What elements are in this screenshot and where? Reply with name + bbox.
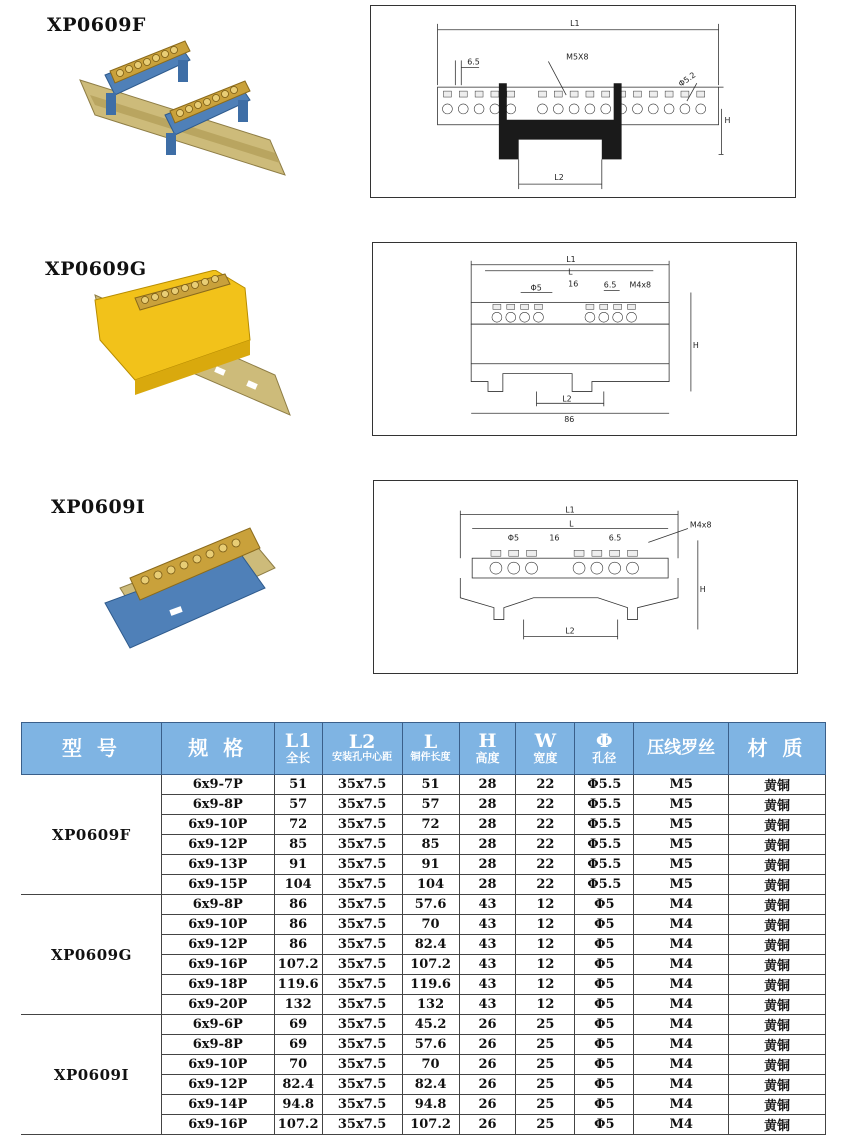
table-cell: Φ5.5 xyxy=(575,795,634,815)
dim-pitch: 6.5 xyxy=(467,57,480,67)
dim-h: H xyxy=(699,584,706,594)
header-phi: Φ 孔径 xyxy=(575,723,634,775)
dim-l: L xyxy=(568,267,573,277)
table-cell: 104 xyxy=(274,875,322,895)
header-l: L 铜件长度 xyxy=(402,723,459,775)
table-cell: 35x7.5 xyxy=(322,1055,402,1075)
dim-screw: M4x8 xyxy=(629,280,652,290)
table-cell: M5 xyxy=(634,855,729,875)
table-cell: 35x7.5 xyxy=(322,935,402,955)
table-cell: 22 xyxy=(516,795,575,815)
table-cell: 51 xyxy=(402,775,459,795)
table-cell: M5 xyxy=(634,795,729,815)
table-cell: Φ5.5 xyxy=(575,835,634,855)
header-material: 材 质 xyxy=(729,723,826,775)
table-cell: 6x9-6P xyxy=(161,1015,274,1035)
table-cell: 28 xyxy=(459,815,516,835)
table-cell: 35x7.5 xyxy=(322,875,402,895)
table-cell: 黄铜 xyxy=(729,955,826,975)
table-cell: 12 xyxy=(516,955,575,975)
dim-pitch: 6.5 xyxy=(608,533,622,543)
dim-hole: Φ5 xyxy=(530,283,542,293)
table-cell: 35x7.5 xyxy=(322,855,402,875)
table-cell: 6x9-13P xyxy=(161,855,274,875)
table-cell: 22 xyxy=(516,855,575,875)
dim-l2: L2 xyxy=(565,626,575,636)
table-cell: 35x7.5 xyxy=(322,915,402,935)
table-cell: 57.6 xyxy=(402,895,459,915)
table-cell: 26 xyxy=(459,1075,516,1095)
table-cell: 86 xyxy=(274,895,322,915)
table-cell: Φ5.5 xyxy=(575,855,634,875)
table-cell: M4 xyxy=(634,995,729,1015)
table-cell: 6x9-8P xyxy=(161,1035,274,1055)
table-cell: M4 xyxy=(634,1055,729,1075)
table-cell: 43 xyxy=(459,955,516,975)
dim-width: 86 xyxy=(564,415,575,425)
table-row xyxy=(22,775,826,795)
drawing-g xyxy=(372,242,797,436)
group-model-cell: XP0609G xyxy=(22,895,162,1015)
group-model-cell: XP0609F xyxy=(22,775,162,895)
table-cell: 6x9-16P xyxy=(161,955,274,975)
table-cell: 94.8 xyxy=(274,1095,322,1115)
table-cell: 黄铜 xyxy=(729,855,826,875)
table-cell: 43 xyxy=(459,915,516,935)
table-cell: M4 xyxy=(634,1095,729,1115)
table-cell: 94.8 xyxy=(402,1095,459,1115)
table-cell: 70 xyxy=(402,1055,459,1075)
table-cell: 82.4 xyxy=(402,1075,459,1095)
table-cell: 35x7.5 xyxy=(322,955,402,975)
table-cell: 黄铜 xyxy=(729,1035,826,1055)
table-cell: M4 xyxy=(634,915,729,935)
table-cell: 25 xyxy=(516,1075,575,1095)
table-cell: 黄铜 xyxy=(729,775,826,795)
table-cell: 26 xyxy=(459,1015,516,1035)
table-cell: 6x9-10P xyxy=(161,1055,274,1075)
model-title-i: XP0609I xyxy=(51,496,146,518)
table-cell: 6x9-18P xyxy=(161,975,274,995)
table-cell: 6x9-8P xyxy=(161,895,274,915)
table-cell: 43 xyxy=(459,895,516,915)
table-cell: 6x9-20P xyxy=(161,995,274,1015)
table-cell: 6x9-12P xyxy=(161,835,274,855)
table-cell: 黄铜 xyxy=(729,795,826,815)
table-cell: M4 xyxy=(634,1015,729,1035)
table-cell: 82.4 xyxy=(402,935,459,955)
table-cell: 57 xyxy=(402,795,459,815)
table-cell: 26 xyxy=(459,1115,516,1135)
table-cell: 22 xyxy=(516,815,575,835)
table-cell: 12 xyxy=(516,935,575,955)
table-cell: 43 xyxy=(459,935,516,955)
table-cell: 黄铜 xyxy=(729,815,826,835)
table-cell: 12 xyxy=(516,975,575,995)
table-cell: 69 xyxy=(274,1015,322,1035)
dim-l: L xyxy=(569,519,574,529)
table-cell: Φ5 xyxy=(575,1035,634,1055)
table-cell: 黄铜 xyxy=(729,1055,826,1075)
table-cell: 107.2 xyxy=(402,1115,459,1135)
table-cell: 28 xyxy=(459,835,516,855)
table-cell: 35x7.5 xyxy=(322,995,402,1015)
table-cell: 35x7.5 xyxy=(322,815,402,835)
drawing-f xyxy=(370,5,796,198)
table-cell: Φ5 xyxy=(575,1055,634,1075)
table-cell: 28 xyxy=(459,775,516,795)
table-cell: 25 xyxy=(516,1115,575,1135)
table-cell: 黄铜 xyxy=(729,895,826,915)
table-cell: 35x7.5 xyxy=(322,1015,402,1035)
table-cell: 70 xyxy=(402,915,459,935)
table-row xyxy=(22,895,826,915)
model-title-g: XP0609G xyxy=(45,258,147,280)
table-cell: Φ5.5 xyxy=(575,815,634,835)
table-cell: 12 xyxy=(516,915,575,935)
table-cell: 黄铜 xyxy=(729,1095,826,1115)
table-cell: 22 xyxy=(516,875,575,895)
table-cell: 22 xyxy=(516,775,575,795)
table-cell: 82.4 xyxy=(274,1075,322,1095)
table-cell: Φ5 xyxy=(575,975,634,995)
table-cell: 黄铜 xyxy=(729,995,826,1015)
table-cell: 35x7.5 xyxy=(322,775,402,795)
table-cell: 6x9-10P xyxy=(161,915,274,935)
table-cell: 22 xyxy=(516,835,575,855)
dim-pitch: 6.5 xyxy=(603,280,617,290)
dim-screw: M5X8 xyxy=(566,52,589,62)
table-cell: 6x9-12P xyxy=(161,1075,274,1095)
table-cell: 35x7.5 xyxy=(322,1035,402,1055)
table-cell: M4 xyxy=(634,975,729,995)
table-cell: 26 xyxy=(459,1035,516,1055)
table-cell: 86 xyxy=(274,915,322,935)
dim-screw: M4x8 xyxy=(689,520,712,530)
dim-hole: Φ5 xyxy=(507,533,520,543)
table-cell: 86 xyxy=(274,935,322,955)
dim-l2: L2 xyxy=(554,173,564,183)
table-cell: 45.2 xyxy=(402,1015,459,1035)
table-cell: 85 xyxy=(274,835,322,855)
table-cell: M5 xyxy=(634,815,729,835)
header-h: H 高度 xyxy=(459,723,516,775)
dim-l2: L2 xyxy=(562,394,572,404)
table-cell: M5 xyxy=(634,835,729,855)
spec-table xyxy=(21,722,826,1135)
table-cell: 43 xyxy=(459,975,516,995)
table-cell: 107.2 xyxy=(274,1115,322,1135)
dim-l1: L1 xyxy=(565,505,575,515)
table-cell: 6x9-10P xyxy=(161,815,274,835)
table-cell: 91 xyxy=(274,855,322,875)
group-model-cell: XP0609I xyxy=(22,1015,162,1135)
table-cell: 85 xyxy=(402,835,459,855)
table-cell: Φ5.5 xyxy=(575,875,634,895)
table-cell: 黄铜 xyxy=(729,915,826,935)
table-cell: 107.2 xyxy=(274,955,322,975)
table-cell: Φ5 xyxy=(575,935,634,955)
table-cell: 132 xyxy=(402,995,459,1015)
table-cell: 35x7.5 xyxy=(322,835,402,855)
table-cell: M5 xyxy=(634,775,729,795)
table-cell: 26 xyxy=(459,1095,516,1115)
table-cell: 25 xyxy=(516,1055,575,1075)
table-cell: 119.6 xyxy=(274,975,322,995)
dim-hole: Φ5.2 xyxy=(676,70,698,89)
product-photo-g xyxy=(75,270,300,430)
model-title-f: XP0609F xyxy=(47,14,146,36)
table-cell: 6x9-14P xyxy=(161,1095,274,1115)
table-cell: 6x9-8P xyxy=(161,795,274,815)
dim-spacing: 16 xyxy=(549,533,560,543)
header-l2: L2 安装孔中心距 xyxy=(322,723,402,775)
table-cell: 黄铜 xyxy=(729,1015,826,1035)
header-w: W 宽度 xyxy=(516,723,575,775)
table-cell: 黄铜 xyxy=(729,1115,826,1135)
table-cell: Φ5 xyxy=(575,895,634,915)
table-cell: Φ5 xyxy=(575,1075,634,1095)
table-cell: 6x9-16P xyxy=(161,1115,274,1135)
table-cell: 91 xyxy=(402,855,459,875)
product-photo-f xyxy=(70,35,300,185)
table-cell: 黄铜 xyxy=(729,1075,826,1095)
header-screw: 压线罗丝 xyxy=(634,723,729,775)
dim-h: H xyxy=(724,115,731,125)
table-cell: 26 xyxy=(459,1055,516,1075)
table-cell: 57.6 xyxy=(402,1035,459,1055)
table-cell: 黄铜 xyxy=(729,875,826,895)
table-cell: 6x9-7P xyxy=(161,775,274,795)
table-cell: 69 xyxy=(274,1035,322,1055)
table-cell: 35x7.5 xyxy=(322,1115,402,1135)
table-cell: 28 xyxy=(459,875,516,895)
table-cell: 119.6 xyxy=(402,975,459,995)
dim-l1: L1 xyxy=(566,254,576,264)
table-cell: M4 xyxy=(634,1115,729,1135)
table-cell: 43 xyxy=(459,995,516,1015)
table-cell: 黄铜 xyxy=(729,835,826,855)
table-cell: Φ5 xyxy=(575,1115,634,1135)
table-cell: 28 xyxy=(459,795,516,815)
header-model: 型 号 xyxy=(22,723,162,775)
table-cell: 黄铜 xyxy=(729,975,826,995)
header-l1: L1 全长 xyxy=(274,723,322,775)
table-cell: 35x7.5 xyxy=(322,975,402,995)
table-cell: 72 xyxy=(402,815,459,835)
table-cell: Φ5 xyxy=(575,915,634,935)
table-cell: M5 xyxy=(634,875,729,895)
dim-l1: L1 xyxy=(570,18,580,28)
table-cell: M4 xyxy=(634,935,729,955)
table-cell: 35x7.5 xyxy=(322,1075,402,1095)
table-cell: 132 xyxy=(274,995,322,1015)
table-cell: 35x7.5 xyxy=(322,895,402,915)
table-cell: M4 xyxy=(634,955,729,975)
table-cell: Φ5 xyxy=(575,995,634,1015)
table-cell: 6x9-12P xyxy=(161,935,274,955)
table-cell: 25 xyxy=(516,1015,575,1035)
table-cell: 6x9-15P xyxy=(161,875,274,895)
table-cell: 28 xyxy=(459,855,516,875)
table-header-row xyxy=(22,723,826,775)
table-cell: M4 xyxy=(634,1075,729,1095)
table-cell: 72 xyxy=(274,815,322,835)
table-row xyxy=(22,1015,826,1035)
table-cell: 25 xyxy=(516,1095,575,1115)
table-cell: Φ5 xyxy=(575,1015,634,1035)
table-cell: 51 xyxy=(274,775,322,795)
table-cell: 25 xyxy=(516,1035,575,1055)
dim-h: H xyxy=(692,340,699,350)
table-cell: M4 xyxy=(634,1035,729,1055)
drawing-i xyxy=(373,480,798,674)
table-cell: Φ5 xyxy=(575,955,634,975)
table-cell: 黄铜 xyxy=(729,935,826,955)
table-cell: Φ5 xyxy=(575,1095,634,1115)
product-photo-i xyxy=(100,508,300,658)
header-spec: 规 格 xyxy=(161,723,274,775)
table-cell: 104 xyxy=(402,875,459,895)
table-cell: 107.2 xyxy=(402,955,459,975)
table-cell: Φ5.5 xyxy=(575,775,634,795)
table-cell: 12 xyxy=(516,995,575,1015)
table-cell: 35x7.5 xyxy=(322,1095,402,1115)
table-cell: 57 xyxy=(274,795,322,815)
table-cell: 35x7.5 xyxy=(322,795,402,815)
dim-spacing: 16 xyxy=(568,279,579,289)
table-cell: 70 xyxy=(274,1055,322,1075)
table-cell: 12 xyxy=(516,895,575,915)
table-cell: M4 xyxy=(634,895,729,915)
